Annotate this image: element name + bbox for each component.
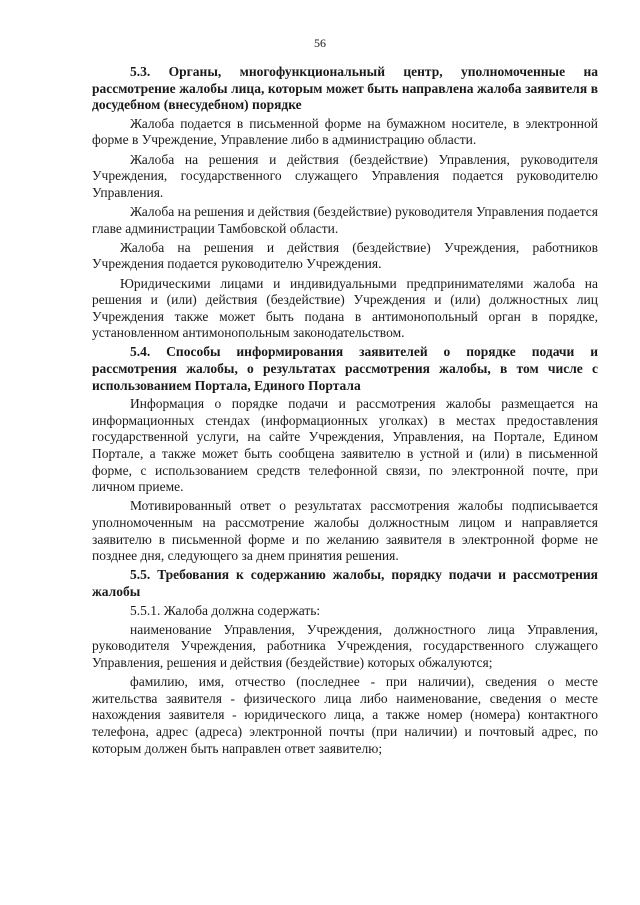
paragraph: наименование Управления, Учреждения, должностного лица Управления, руководителя Учреждения, работника Учреждения, государственного служащего Управления, решения и действия (бездействие) которых обжалуются;	[92, 621, 598, 670]
paragraph: Жалоба на решения и действия (бездействие) Управления, руководителя Учреждения, государственного служащего Управления подается руководителю Управления.	[92, 151, 598, 200]
paragraph: фамилию, имя, отчество (последнее - при наличии), сведения о месте жительства заявителя - физического лица либо наименование, сведения о месте нахождения заявителя - юридического лица, а также номер (номера) контактного телефона, адрес (адреса) электронной почты (при наличии) и почтовый адрес, по которым должен быть направлен ответ заявителю;	[92, 674, 598, 756]
section-heading-5-5: 5.5. Требования к содержанию жалобы, порядку подачи и рассмотрения жалобы	[92, 567, 598, 599]
section-heading-5-4: 5.4. Способы информирования заявителей о порядке подачи и рассмотрения жалобы, о результатах рассмотрения жалобы, в том числе с использованием Портала, Единого Портала	[92, 344, 598, 393]
paragraph: Жалоба на решения и действия (бездействие) Учреждения, работников Учреждения подается руководителю Учреждения.	[92, 239, 598, 272]
document-body	[92, 64, 598, 760]
page-number: 56	[314, 36, 326, 50]
paragraph: Юридическими лицами и индивидуальными предпринимателями жалоба на решения и (или) действия (бездействие) Учреждения и (или) должностных лиц Учреждения также может быть подана в антимонопольный орган в порядке, установленном антимонопольным законодательством.	[92, 275, 598, 341]
section-heading-5-3: 5.3. Органы, многофункциональный центр, уполномоченные на рассмотрение жалобы лица, которым может быть направлена жалоба заявителя в досудебном (внесудебном) порядке	[92, 64, 598, 113]
paragraph: Жалоба на решения и действия (бездействие) руководителя Управления подается главе администрации Тамбовской области.	[92, 203, 598, 236]
paragraph: Информация о порядке подачи и рассмотрения жалобы размещается на информационных стендах (информационных уголках) в местах предоставления государственной услуги, на сайте Учреждения, Управления, на Портале, Едином Портале, а также может быть сообщена заявителю в устной и (или) в письменной форме, с использованием средств телефонной связи, по электронной почте, при личном приеме.	[92, 396, 598, 495]
paragraph: Жалоба подается в письменной форме на бумажном носителе, в электронной форме в Учреждение, Управление либо в администрацию области.	[92, 115, 598, 148]
paragraph: Мотивированный ответ о результатах рассмотрения жалобы подписывается уполномоченным на рассмотрение жалобы должностным лицом и направляется заявителю в письменной форме и по желанию заявителя в электронной форме не позднее дня, следующего за днем принятия решения.	[92, 498, 598, 564]
paragraph: 5.5.1. Жалоба должна содержать:	[130, 602, 321, 618]
